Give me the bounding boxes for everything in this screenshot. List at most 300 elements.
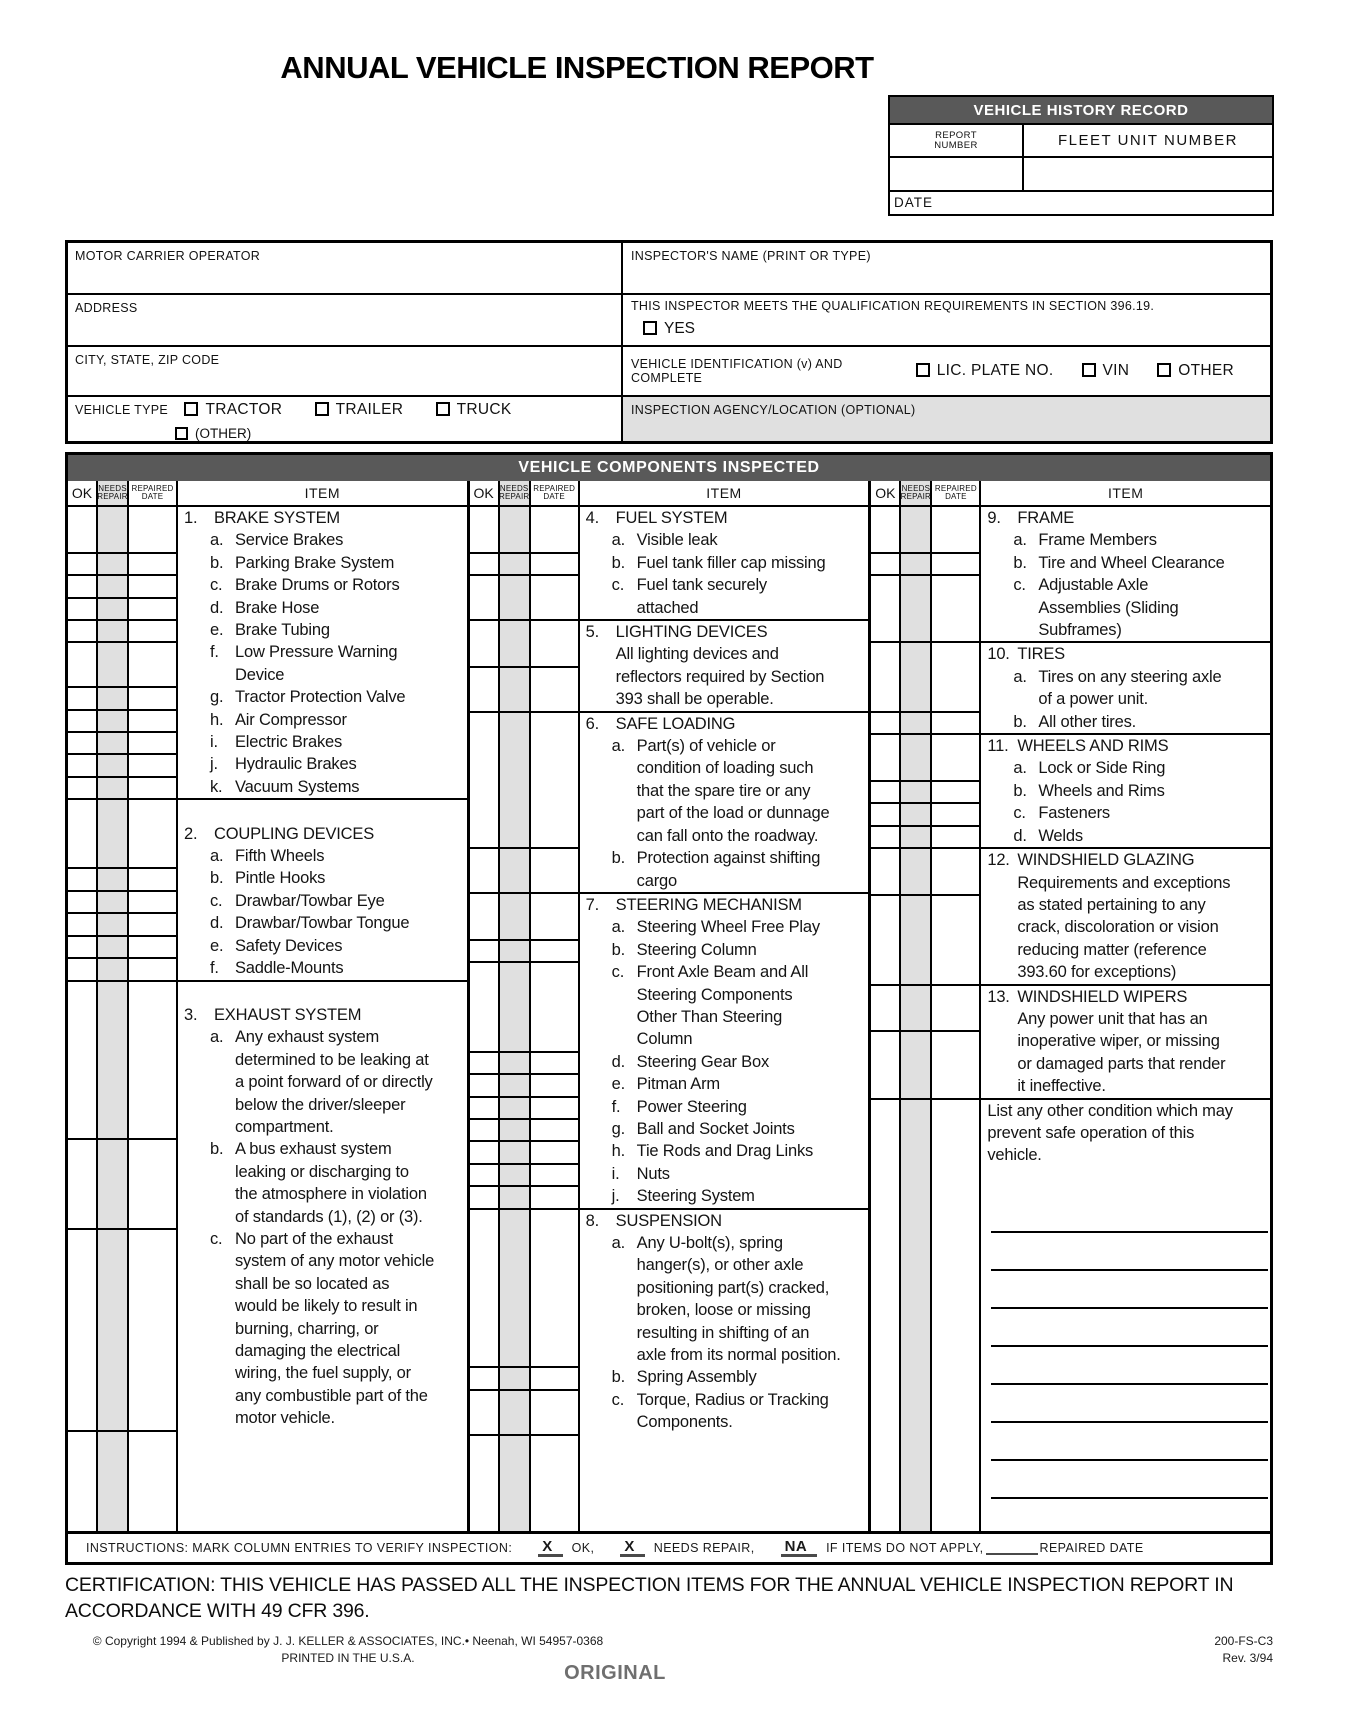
needs-repair-cell[interactable] xyxy=(98,1228,129,1430)
components-grid xyxy=(68,481,1270,1531)
ok-cell[interactable] xyxy=(470,1051,500,1073)
write-line[interactable] xyxy=(991,1423,1268,1461)
ok-cell[interactable] xyxy=(470,894,500,939)
component-row xyxy=(470,619,869,666)
other-id-checkbox[interactable] xyxy=(1157,363,1171,377)
repaired-date-cell[interactable] xyxy=(932,574,981,641)
needs-repair-cell[interactable] xyxy=(500,939,531,961)
item-cell: f. Low Pressure Warning Device xyxy=(210,643,398,684)
repaired-date-cell[interactable] xyxy=(932,1100,981,1531)
item-cell: 6. SAFE LOADING a. Part(s) of vehicle or condition of loading such that the spare tire or any part of the load or dunnage can fall onto the roadway. xyxy=(585,714,830,845)
item-cell: 12. WINDSHIELD GLAZING Requirements and exceptions xyxy=(987,851,1231,892)
repaired-date-cell[interactable] xyxy=(129,982,178,1139)
repaired-date-cell[interactable] xyxy=(129,686,178,708)
component-row xyxy=(68,641,467,686)
write-line[interactable] xyxy=(991,1309,1268,1347)
ok-cell[interactable] xyxy=(68,507,98,552)
ok-cell[interactable] xyxy=(68,552,98,574)
vehicle-type-label: VEHICLE TYPE xyxy=(75,403,168,417)
component-row xyxy=(68,867,467,889)
page-title: ANNUAL VEHICLE INSPECTION REPORT xyxy=(280,50,874,85)
needs-repair-cell[interactable] xyxy=(98,935,129,957)
write-line[interactable] xyxy=(991,1233,1268,1271)
motor-carrier-input[interactable] xyxy=(68,243,623,293)
needs-repair-cell[interactable] xyxy=(500,1051,531,1073)
repaired-date-column-header: REPAIRED DATE xyxy=(932,481,981,505)
component-row xyxy=(68,731,467,753)
ok-cell[interactable] xyxy=(470,1434,500,1531)
needs-repair-cell[interactable] xyxy=(98,867,129,889)
item-cell xyxy=(178,1430,467,1531)
item-cell: b. Protection against shifting cargo xyxy=(611,849,821,890)
ok-cell[interactable] xyxy=(68,982,98,1139)
address-input[interactable] xyxy=(68,295,623,345)
component-row xyxy=(68,980,467,1139)
form-revision: Rev. 3/94 xyxy=(1222,1651,1273,1665)
item-cell: 4. FUEL SYSTEM a. Visible leak xyxy=(585,509,728,550)
inspector-name-input[interactable] xyxy=(623,243,1270,293)
ok-cell[interactable] xyxy=(871,986,901,1031)
item-cell: b. Wheels and Rims xyxy=(1013,781,1165,800)
needs-repair-cell[interactable] xyxy=(500,1366,531,1388)
item-cell: k. Vacuum Systems xyxy=(210,777,360,796)
needs-repair-cell[interactable] xyxy=(500,507,531,552)
repaired-date-cell[interactable] xyxy=(129,709,178,731)
component-row xyxy=(470,1434,869,1531)
item-cell: c. Adjustable Axle Assemblies (Sliding Subframes) xyxy=(1013,576,1179,640)
ok-cell[interactable] xyxy=(871,780,901,802)
ok-cell[interactable] xyxy=(68,686,98,708)
ok-column-header: OK xyxy=(871,481,901,505)
item-column-header: ITEM xyxy=(304,484,341,501)
ok-cell[interactable] xyxy=(871,849,901,894)
ok-cell[interactable] xyxy=(871,735,901,780)
repaired-date-label: REPAIRED DATE xyxy=(1039,1541,1144,1555)
other-type-label: (OTHER) xyxy=(195,426,252,441)
repaired-date-cell[interactable] xyxy=(531,1434,580,1531)
repaired-date-cell[interactable] xyxy=(531,961,580,1051)
repaired-date-cell[interactable] xyxy=(129,552,178,574)
repaired-date-cell[interactable] xyxy=(129,597,178,619)
repaired-date-cell[interactable] xyxy=(531,574,580,619)
ok-cell[interactable] xyxy=(68,1430,98,1531)
trailer-checkbox[interactable] xyxy=(315,402,329,416)
item-cell: d. Welds xyxy=(1013,826,1083,845)
date-input[interactable] xyxy=(890,190,1272,214)
repaired-date-cell[interactable] xyxy=(531,507,580,552)
repaired-date-cell[interactable] xyxy=(531,1366,580,1388)
component-row xyxy=(470,1366,869,1388)
component-row xyxy=(871,847,1270,894)
item-cell: 5. LIGHTING DEVICES All lighting devices and xyxy=(585,623,779,664)
needs-repair-cell[interactable] xyxy=(500,713,531,847)
needs-repair-cell[interactable] xyxy=(901,986,932,1031)
ok-cell[interactable] xyxy=(68,731,98,753)
repaired-date-cell[interactable] xyxy=(129,574,178,596)
inspector-qualification-cell xyxy=(623,295,1270,345)
item-column-header: ITEM xyxy=(706,484,742,501)
repaired-date-cell[interactable] xyxy=(932,780,981,802)
ok-cell[interactable] xyxy=(68,574,98,596)
ok-cell[interactable] xyxy=(470,621,500,666)
needs-repair-cell[interactable] xyxy=(901,780,932,802)
item-cell: f. Saddle-Mounts xyxy=(210,959,344,978)
component-row xyxy=(68,574,467,596)
city-state-zip-label: CITY, STATE, ZIP CODE xyxy=(75,353,220,367)
repaired-date-cell[interactable] xyxy=(932,711,981,733)
yes-label: YES xyxy=(664,320,696,337)
component-row xyxy=(68,1430,467,1531)
needs-repair-cell[interactable] xyxy=(901,735,932,780)
ok-cell[interactable] xyxy=(470,1118,500,1140)
needs-repair-cell[interactable] xyxy=(98,686,129,708)
ok-cell[interactable] xyxy=(470,1140,500,1162)
needs-repair-cell[interactable] xyxy=(98,731,129,753)
report-number-input[interactable] xyxy=(890,158,1024,190)
ok-cell[interactable] xyxy=(470,1210,500,1367)
needs-repair-cell[interactable] xyxy=(98,619,129,641)
copyright-text: © Copyright 1994 & Published by J. J. KELLER & ASSOCIATES, INC.• Neenah, WI 54957-0368 xyxy=(92,1634,604,1648)
component-row xyxy=(871,641,1270,710)
ok-cell[interactable] xyxy=(871,825,901,847)
truck-checkbox[interactable] xyxy=(436,402,450,416)
needs-repair-cell[interactable] xyxy=(98,753,129,775)
write-line[interactable] xyxy=(991,1347,1268,1385)
component-row xyxy=(68,1138,467,1228)
needs-repair-cell[interactable] xyxy=(500,961,531,1051)
yes-checkbox[interactable] xyxy=(643,321,657,335)
repaired-date-cell[interactable] xyxy=(932,825,981,847)
date-label: DATE xyxy=(894,195,934,210)
item-cell: b. A bus exhaust system leaking or discharging to the atmosphere in violation of standards (1), (2) or (3). xyxy=(210,1140,427,1226)
component-row xyxy=(470,711,869,847)
lic-plate-checkbox[interactable] xyxy=(916,363,930,377)
component-row xyxy=(871,1098,1270,1531)
repaired-date-cell[interactable] xyxy=(129,753,178,775)
needs-repair-cell[interactable] xyxy=(98,552,129,574)
component-row xyxy=(470,939,869,961)
repaired-date-cell[interactable] xyxy=(531,1389,580,1434)
item-cell: i. Nuts xyxy=(611,1164,670,1183)
tractor-checkbox[interactable] xyxy=(184,402,198,416)
certification-statement: CERTIFICATION: THIS VEHICLE HAS PASSED ALL THE INSPECTION ITEMS FOR THE ANNUAL VEHICLE INSPECTION REPORT IN ACCORDANCE WITH 49 CFR 396. xyxy=(65,1574,1234,1622)
item-cell: g. Tractor Protection Valve xyxy=(210,688,406,707)
qualification-label: THIS INSPECTOR MEETS THE QUALIFICATION REQUIREMENTS IN SECTION 396.19. xyxy=(631,299,1155,313)
repaired-date-cell[interactable] xyxy=(531,1210,580,1367)
component-row xyxy=(68,552,467,574)
repaired-date-cell[interactable] xyxy=(531,713,580,847)
component-row xyxy=(68,890,467,912)
motor-carrier-label: MOTOR CARRIER OPERATOR xyxy=(75,249,261,263)
needs-repair-cell[interactable] xyxy=(901,643,932,710)
fleet-unit-number-input[interactable] xyxy=(1024,158,1272,190)
write-line[interactable] xyxy=(991,1461,1268,1499)
ok-cell[interactable] xyxy=(470,1163,500,1185)
needs-repair-cell[interactable] xyxy=(500,1140,531,1162)
ok-cell[interactable] xyxy=(470,939,500,961)
ok-cell[interactable] xyxy=(470,666,500,711)
component-row xyxy=(871,711,1270,733)
needs-repair-cell[interactable] xyxy=(901,552,932,574)
needs-repair-cell[interactable] xyxy=(500,894,531,939)
vin-checkbox[interactable] xyxy=(1082,363,1096,377)
repaired-date-cell[interactable] xyxy=(531,847,580,892)
item-cell: reflectors required by Section 393 shall be operable. xyxy=(615,667,825,709)
repaired-date-cell[interactable] xyxy=(129,890,178,912)
city-state-zip-input[interactable] xyxy=(68,347,623,395)
needs-repair-cell[interactable] xyxy=(98,776,129,798)
ok-cell[interactable] xyxy=(68,800,98,867)
needs-repair-cell[interactable] xyxy=(901,507,932,552)
repaired-date-cell[interactable] xyxy=(129,800,178,867)
vin-label: VIN xyxy=(1102,362,1130,379)
repaired-date-cell[interactable] xyxy=(129,912,178,934)
vehicle-history-record xyxy=(888,95,1274,216)
component-row xyxy=(871,733,1270,780)
repaired-date-cell[interactable] xyxy=(129,1228,178,1430)
needs-repair-cell[interactable] xyxy=(98,890,129,912)
component-row xyxy=(470,1185,869,1207)
needs-repair-cell[interactable] xyxy=(500,1096,531,1118)
component-row xyxy=(470,507,869,552)
item-cell: b. Parking Brake System xyxy=(210,553,395,572)
needs-repair-cell[interactable] xyxy=(98,574,129,596)
write-line[interactable] xyxy=(991,1195,1268,1233)
component-row xyxy=(871,825,1270,847)
needs-repair-cell[interactable] xyxy=(901,825,932,847)
needs-repair-cell[interactable] xyxy=(98,641,129,686)
trailer-label: TRAILER xyxy=(335,401,404,418)
needs-repair-cell[interactable] xyxy=(500,1434,531,1531)
needs-repair-cell[interactable] xyxy=(901,711,932,733)
repaired-date-cell[interactable] xyxy=(932,1030,981,1097)
component-row xyxy=(871,780,1270,802)
repaired-date-cell[interactable] xyxy=(932,894,981,984)
repaired-date-cell[interactable] xyxy=(129,1430,178,1531)
repaired-date-cell[interactable] xyxy=(531,1051,580,1073)
other-type-checkbox[interactable] xyxy=(175,427,188,440)
component-row xyxy=(871,894,1270,984)
repaired-date-cell[interactable] xyxy=(932,986,981,1031)
fleet-unit-number-label: FLEET UNIT NUMBER xyxy=(1058,132,1238,149)
repaired-date-cell[interactable] xyxy=(531,1185,580,1207)
ok-cell[interactable] xyxy=(871,643,901,710)
component-row xyxy=(871,984,1270,1031)
components-header: VEHICLE COMPONENTS INSPECTED xyxy=(68,455,1270,481)
item-cell: e. Safety Devices xyxy=(210,936,343,955)
ok-cell[interactable] xyxy=(68,890,98,912)
inspection-agency-input[interactable] xyxy=(623,397,1270,441)
repaired-date-cell[interactable] xyxy=(531,1096,580,1118)
repaired-date-cell[interactable] xyxy=(129,957,178,979)
ok-cell[interactable] xyxy=(68,753,98,775)
ok-cell[interactable] xyxy=(871,1030,901,1097)
component-row xyxy=(470,1208,869,1367)
ok-cell[interactable] xyxy=(470,713,500,847)
needs-repair-cell[interactable] xyxy=(500,1118,531,1140)
needs-repair-cell[interactable] xyxy=(901,802,932,824)
ok-cell[interactable] xyxy=(470,507,500,552)
ok-column-header: OK xyxy=(68,481,98,505)
item-cell: c. Front Axle Beam and All Steering Components Other Than Steering Column xyxy=(611,963,809,1049)
ok-cell[interactable] xyxy=(470,847,500,892)
ok-cell[interactable] xyxy=(68,597,98,619)
item-cell: 7. STEERING MECHANISM a. Steering Wheel Free Play xyxy=(585,895,820,937)
repaired-date-cell[interactable] xyxy=(932,849,981,894)
repaired-date-cell[interactable] xyxy=(531,1118,580,1140)
repaired-date-cell[interactable] xyxy=(531,621,580,666)
item-cell: h. Tie Rods and Drag Links xyxy=(611,1142,814,1161)
item-cell: d. Brake Hose xyxy=(210,598,320,617)
needs-repair-cell[interactable] xyxy=(901,574,932,641)
needs-repair-cell[interactable] xyxy=(98,800,129,867)
report-number-label: REPORT NUMBER xyxy=(890,125,1024,156)
repaired-date-cell[interactable] xyxy=(129,731,178,753)
item-cell: 2. COUPLING DEVICES a. Fifth Wheels xyxy=(184,824,375,866)
item-cell: 9. FRAME a. Frame Members xyxy=(987,509,1157,550)
item-cell: 13. WINDSHIELD WIPERS Any power unit that has an xyxy=(987,987,1208,1028)
ok-cell[interactable] xyxy=(68,867,98,889)
ok-cell[interactable] xyxy=(871,894,901,984)
component-row xyxy=(470,1096,869,1118)
carrier-info-table xyxy=(65,240,1273,444)
component-row xyxy=(871,507,1270,552)
item-cell: j. Steering System xyxy=(611,1187,755,1206)
needs-repair-cell[interactable] xyxy=(98,982,129,1139)
needs-repair-cell[interactable] xyxy=(500,1185,531,1207)
repaired-date-cell[interactable] xyxy=(129,507,178,552)
repaired-date-cell[interactable] xyxy=(531,666,580,711)
ok-cell[interactable] xyxy=(871,802,901,824)
ok-cell[interactable] xyxy=(68,912,98,934)
component-row xyxy=(68,798,467,867)
item-cell: c. Drawbar/Towbar Eye xyxy=(210,891,385,910)
inspector-name-label: INSPECTOR'S NAME (PRINT OR TYPE) xyxy=(631,249,871,263)
na-mark-label: IF ITEMS DO NOT APPLY, xyxy=(826,1541,984,1555)
component-row xyxy=(470,552,869,574)
ok-cell[interactable] xyxy=(470,961,500,1051)
repaired-date-cell[interactable] xyxy=(531,894,580,939)
item-column-header: ITEM xyxy=(1107,484,1144,501)
item-cell: b. Tire and Wheel Clearance xyxy=(1013,553,1225,572)
ok-cell[interactable] xyxy=(68,619,98,641)
needs-repair-cell[interactable] xyxy=(500,847,531,892)
needs-repair-cell[interactable] xyxy=(500,552,531,574)
component-row xyxy=(470,666,869,711)
needs-repair-cell[interactable] xyxy=(98,507,129,552)
repaired-date-cell[interactable] xyxy=(129,619,178,641)
ok-cell[interactable] xyxy=(470,1366,500,1388)
truck-label: TRUCK xyxy=(456,401,512,418)
write-line[interactable] xyxy=(991,1385,1268,1423)
repaired-date-cell[interactable] xyxy=(932,507,981,552)
ok-cell[interactable] xyxy=(68,1138,98,1228)
repaired-date-cell[interactable] xyxy=(932,735,981,780)
repaired-date-cell[interactable] xyxy=(932,802,981,824)
repaired-date-cell[interactable] xyxy=(129,776,178,798)
components-column-2 xyxy=(467,481,869,1531)
ok-column-header: OK xyxy=(470,481,500,505)
item-cell: 8. SUSPENSION a. Any U-bolt(s), spring hanger(s), or other axle positioning part(s) cracked, broken, loose or missing resulting in shifting of an axle from its normal position. xyxy=(585,1211,841,1365)
needs-repair-cell[interactable] xyxy=(500,574,531,619)
ok-cell[interactable] xyxy=(68,776,98,798)
item-cell xyxy=(580,1434,869,1531)
needs-repair-cell[interactable] xyxy=(98,1138,129,1228)
ok-cell[interactable] xyxy=(68,1228,98,1430)
needs-repair-cell[interactable] xyxy=(98,1430,129,1531)
ok-cell[interactable] xyxy=(871,711,901,733)
needs-repair-cell[interactable] xyxy=(500,666,531,711)
component-row xyxy=(68,686,467,708)
ok-cell[interactable] xyxy=(470,1185,500,1207)
needs-repair-cell[interactable] xyxy=(98,912,129,934)
component-row xyxy=(68,619,467,641)
ok-cell[interactable] xyxy=(68,957,98,979)
needs-repair-cell[interactable] xyxy=(500,1389,531,1434)
repaired-date-cell[interactable] xyxy=(129,1138,178,1228)
lic-plate-label: LIC. PLATE NO. xyxy=(936,362,1054,379)
ok-cell[interactable] xyxy=(871,574,901,641)
repaired-date-cell[interactable] xyxy=(129,641,178,686)
ok-cell[interactable] xyxy=(470,1389,500,1434)
needs-repair-cell[interactable] xyxy=(98,709,129,731)
needs-repair-cell[interactable] xyxy=(98,957,129,979)
ok-cell[interactable] xyxy=(871,1100,901,1531)
needs-repair-cell[interactable] xyxy=(500,621,531,666)
repaired-date-cell[interactable] xyxy=(932,643,981,710)
ok-cell[interactable] xyxy=(68,641,98,686)
ok-cell[interactable] xyxy=(470,1096,500,1118)
ok-cell[interactable] xyxy=(871,552,901,574)
ok-cell[interactable] xyxy=(68,935,98,957)
item-cell: List any other condition which may prevent safe operation of this vehicle. xyxy=(981,1100,1270,1531)
na-mark: NA xyxy=(781,1540,817,1557)
repaired-date-cell[interactable] xyxy=(129,935,178,957)
item-cell: b. Steering Column xyxy=(611,940,757,959)
ok-cell[interactable] xyxy=(68,709,98,731)
needs-repair-cell[interactable] xyxy=(901,894,932,984)
repaired-date-cell[interactable] xyxy=(531,1140,580,1162)
repaired-date-cell[interactable] xyxy=(129,867,178,889)
needs-repair-cell[interactable] xyxy=(98,597,129,619)
item-cell: d. Drawbar/Towbar Tongue xyxy=(210,914,410,933)
repaired-date-cell[interactable] xyxy=(531,939,580,961)
repaired-date-cell[interactable] xyxy=(531,1163,580,1185)
component-row xyxy=(68,597,467,619)
write-line[interactable] xyxy=(991,1271,1268,1309)
needs-repair-cell[interactable] xyxy=(500,1210,531,1367)
form-code: 200-FS-C3 xyxy=(1214,1634,1273,1648)
ok-cell[interactable] xyxy=(470,552,500,574)
vehicle-components-table xyxy=(65,452,1273,1565)
needs-repair-cell[interactable] xyxy=(901,849,932,894)
repaired-date-cell[interactable] xyxy=(531,552,580,574)
needs-repair-cell[interactable] xyxy=(901,1100,932,1531)
item-cell: 11. WHEELS AND RIMS a. Lock or Side Ring xyxy=(987,737,1169,778)
item-cell: f. Power Steering xyxy=(611,1097,747,1116)
repaired-date-cell[interactable] xyxy=(932,552,981,574)
component-row xyxy=(470,1051,869,1073)
needs-repair-cell[interactable] xyxy=(500,1073,531,1095)
component-row xyxy=(68,912,467,934)
needs-repair-cell[interactable] xyxy=(500,1163,531,1185)
ok-cell[interactable] xyxy=(470,1073,500,1095)
ok-cell[interactable] xyxy=(470,574,500,619)
repaired-date-cell[interactable] xyxy=(531,1073,580,1095)
component-row xyxy=(470,1118,869,1140)
ok-cell[interactable] xyxy=(871,507,901,552)
needs-repair-cell[interactable] xyxy=(901,1030,932,1097)
